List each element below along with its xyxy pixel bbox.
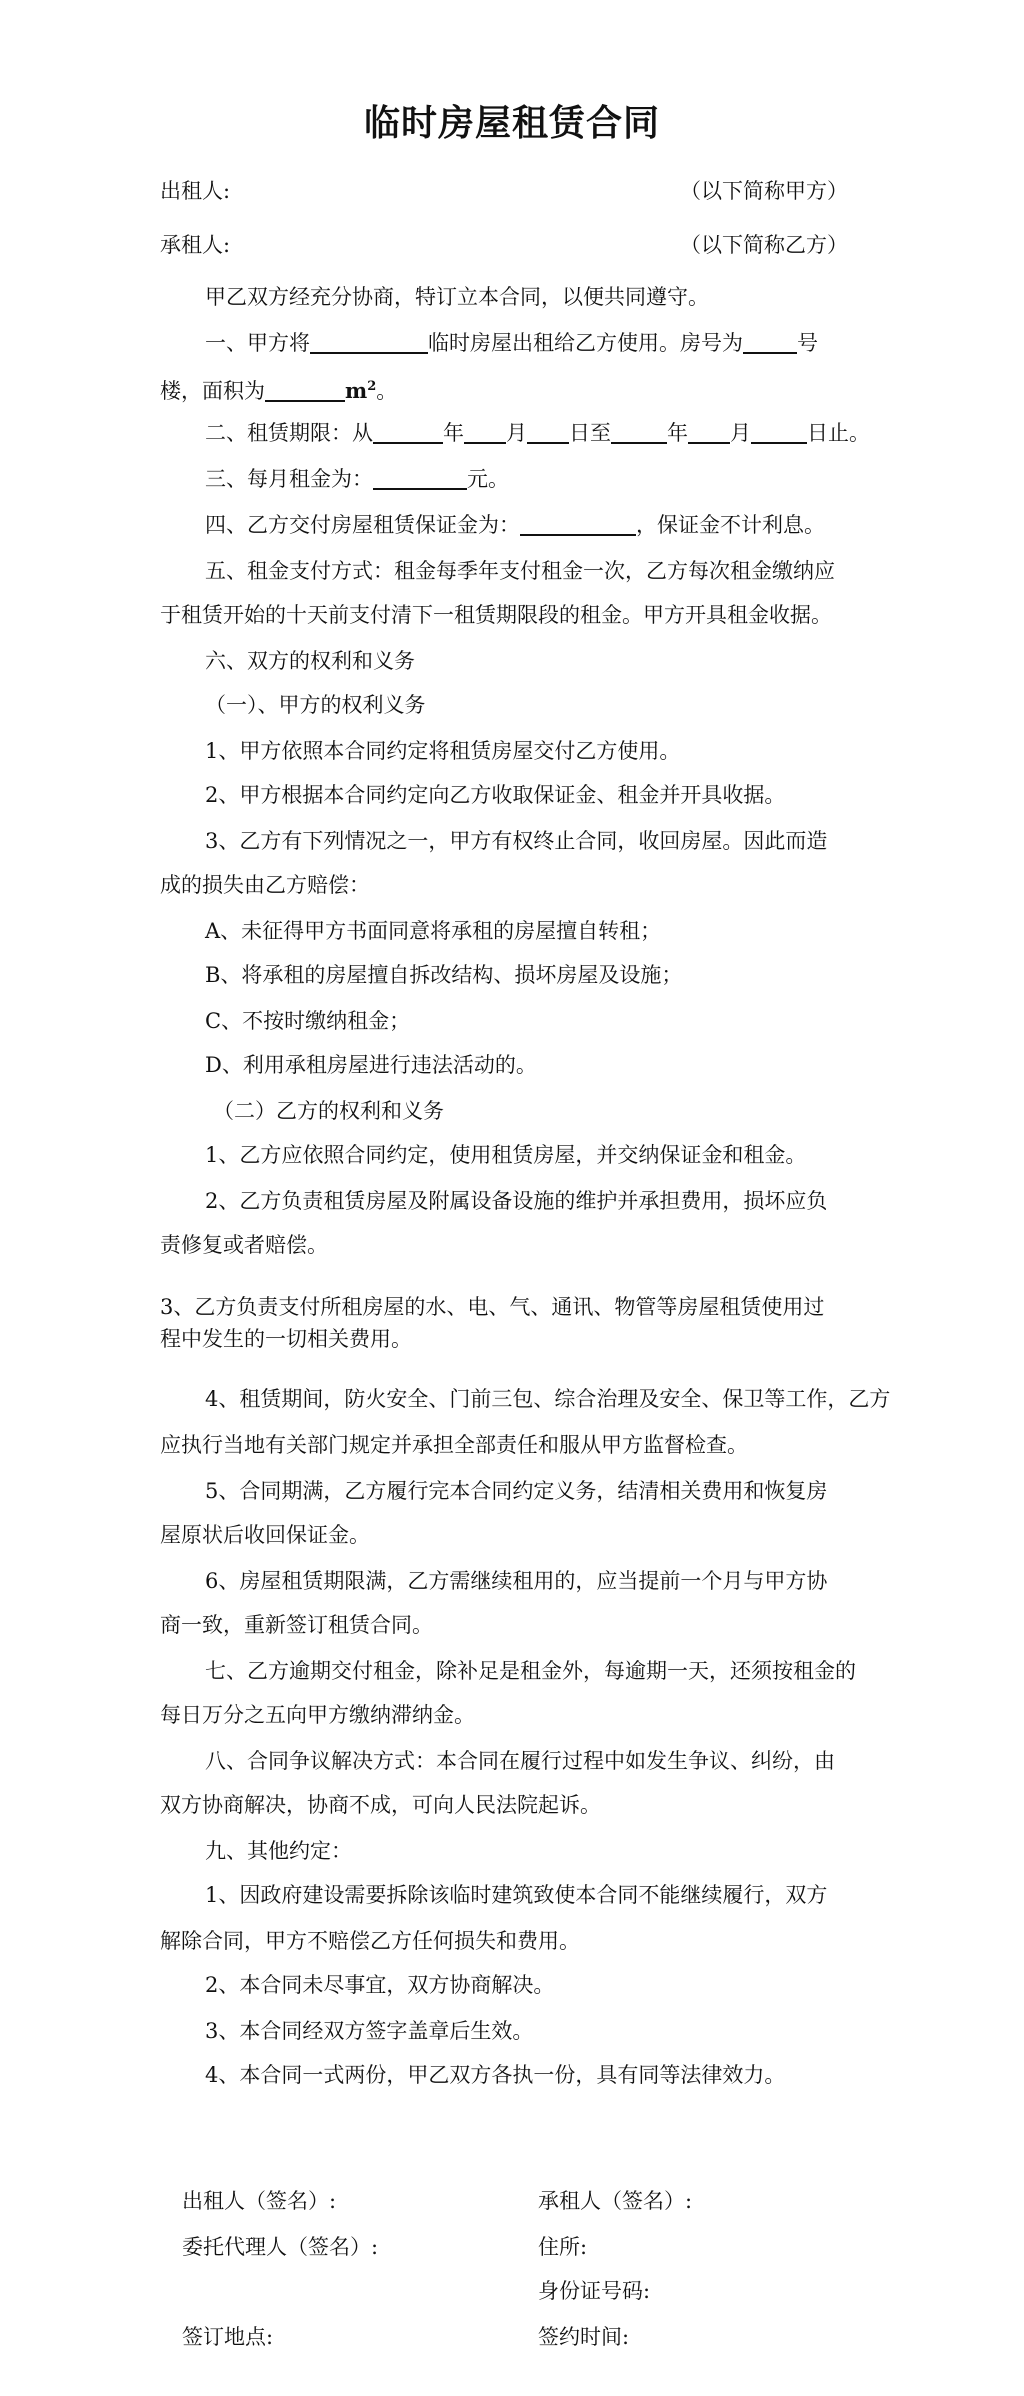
start-day-blank [527,420,569,444]
lessor-rights-heading: （一）、甲方的权利义务 [205,693,426,717]
clause-9-heading: 九、其他约定： [205,1839,352,1863]
start-year-blank [373,420,443,444]
clause-1-line-2 [160,372,397,406]
room-number-blank [743,330,797,354]
clause-4-text: 四、乙方交付房屋租赁保证金为： [205,513,520,537]
lessee-label: 承租人: [160,233,231,257]
end-month-label: 月 [730,421,751,445]
start-year-label: 年 [443,421,464,445]
clause-1-line-1 [205,328,818,358]
lessee-rights-heading: （二）乙方的权利和义务 [213,1099,444,1123]
lessee-item-5-line-1: 5、合同期满，乙方履行完本合同约定义务，结清相关费用和恢复房 [205,1479,828,1503]
other-item-4: 4、本合同一式两份，甲乙双方各执一份，具有同等法律效力。 [205,2063,786,2087]
id-number-label: 身份证号码: [538,2279,651,2303]
clause-1-text-a: 一、甲方将 [205,331,310,355]
area-unit: m [345,378,368,403]
clause-2-lease-term [205,418,870,448]
clause-7-line-2: 每日万分之五向甲方缴纳滞纳金。 [160,1703,475,1727]
lessor-note: （以下简称甲方） [680,179,848,203]
clause-1-text-c: 号 [797,331,818,355]
area-blank [265,378,345,402]
lessee-item-4-line-2: 应执行当地有关部门规定并承担全部责任和服从甲方监督检查。 [160,1433,748,1457]
start-month-label: 月 [506,421,527,445]
lessee-item-1: 1、乙方应依照合同约定，使用租赁房屋，并交纳保证金和租金。 [205,1143,807,1167]
clause-4-deposit [205,510,825,540]
end-month-blank [688,420,730,444]
clause-1-end: 。 [376,379,398,403]
area-unit-sup: 2 [367,379,377,394]
other-item-1-line-2: 解除合同，甲方不赔偿乙方任何损失和费用。 [160,1929,580,1953]
clause-5-line-1: 五、租金支付方式：租金每季年支付租金一次，乙方每次租金缴纳应 [205,559,835,583]
clause-1-text-d: 楼，面积为 [160,379,265,403]
end-year-label: 年 [667,421,688,445]
termination-item-c: C、不按时缴纳租金； [205,1009,411,1033]
end-day-label: 日止。 [807,421,870,445]
clause-3-unit: 元。 [467,467,509,491]
clause-8-line-2: 双方协商解决，协商不成，可向人民法院起诉。 [160,1793,601,1817]
other-item-2: 2、本合同未尽事宜，双方协商解决。 [205,1973,555,1997]
clause-7-line-1: 七、乙方逾期交付租金，除补足是租金外，每逾期一天，还须按租金的 [205,1659,856,1683]
lessee-item-2-line-2: 责修复或者赔偿。 [160,1233,328,1257]
lessee-signature-label: 承租人（签名）: [538,2189,693,2213]
clause-3-monthly-rent [205,464,509,494]
start-day-label: 日至 [569,421,611,445]
signing-place-label: 签订地点: [182,2325,274,2349]
rent-amount-blank [373,466,467,490]
termination-item-b: B、将承租的房屋擅自拆改结构、损坏房屋及设施； [205,963,683,987]
deposit-amount-blank [520,512,636,536]
end-year-blank [611,420,667,444]
intro-paragraph: 甲乙双方经充分协商，特订立本合同，以便共同遵守。 [205,285,709,309]
lessor-signature-label: 出租人（签名）: [182,2189,337,2213]
lessee-item-6-line-1: 6、房屋租赁期限满，乙方需继续租用的，应当提前一个月与甲方协 [205,1569,828,1593]
clause-3-text: 三、每月租金为： [205,467,373,491]
other-item-3: 3、本合同经双方签字盖章后生效。 [205,2019,534,2043]
end-day-blank [751,420,807,444]
clause-8-line-1: 八、合同争议解决方式：本合同在履行过程中如发生争议、纠纷，由 [205,1749,835,1773]
clause-1-text-b: 临时房屋出租给乙方使用。房号为 [428,331,743,355]
lessee-item-2-line-1: 2、乙方负责租赁房屋及附属设备设施的维护并承担费用，损坏应负 [205,1189,828,1213]
start-month-blank [464,420,506,444]
other-item-1-line-1: 1、因政府建设需要拆除该临时建筑致使本合同不能继续履行，双方 [205,1883,828,1907]
termination-item-d: D、利用承租房屋进行违法活动的。 [205,1053,537,1077]
lessee-item-6-line-2: 商一致，重新签订租赁合同。 [160,1613,433,1637]
clause-4-tail: ，保证金不计利息。 [636,513,825,537]
lessor-item-3-line-1: 3、乙方有下列情况之一，甲方有权终止合同，收回房屋。因此而造 [205,829,828,853]
agent-signature-label: 委托代理人（签名）: [182,2235,379,2259]
lessee-note: （以下简称乙方） [680,233,848,257]
document-title: 临时房屋租赁合同 [363,102,660,144]
lessor-item-3-line-2: 成的损失由乙方赔偿： [160,873,370,897]
lessor-item-1: 1、甲方依照本合同约定将租赁房屋交付乙方使用。 [205,739,681,763]
clause-6-heading: 六、双方的权利和义务 [205,649,415,673]
clause-5-line-2: 于租赁开始的十天前支付清下一租赁期限段的租金。甲方开具租金收据。 [160,603,832,627]
clause-2-text: 二、租赁期限：从 [205,421,373,445]
lessee-item-5-line-2: 屋原状后收回保证金。 [160,1523,370,1547]
lessor-item-2: 2、甲方根据本合同约定向乙方收取保证金、租金并开具收据。 [205,783,786,807]
property-blank [310,330,428,354]
termination-item-a: A、未征得甲方书面同意将承租的房屋擅自转租； [205,919,662,943]
lessee-item-4-line-1: 4、租赁期间，防火安全、门前三包、综合治理及安全、保卫等工作，乙方 [205,1387,891,1411]
lessee-item-3-line-1: 3、乙方负责支付所租房屋的水、电、气、通讯、物管等房屋租赁使用过 [160,1295,825,1319]
lessee-item-3-line-2: 程中发生的一切相关费用。 [160,1327,412,1351]
address-label: 住所: [538,2235,588,2259]
lessor-label: 出租人: [160,179,231,203]
signing-time-label: 签约时间: [538,2325,630,2349]
